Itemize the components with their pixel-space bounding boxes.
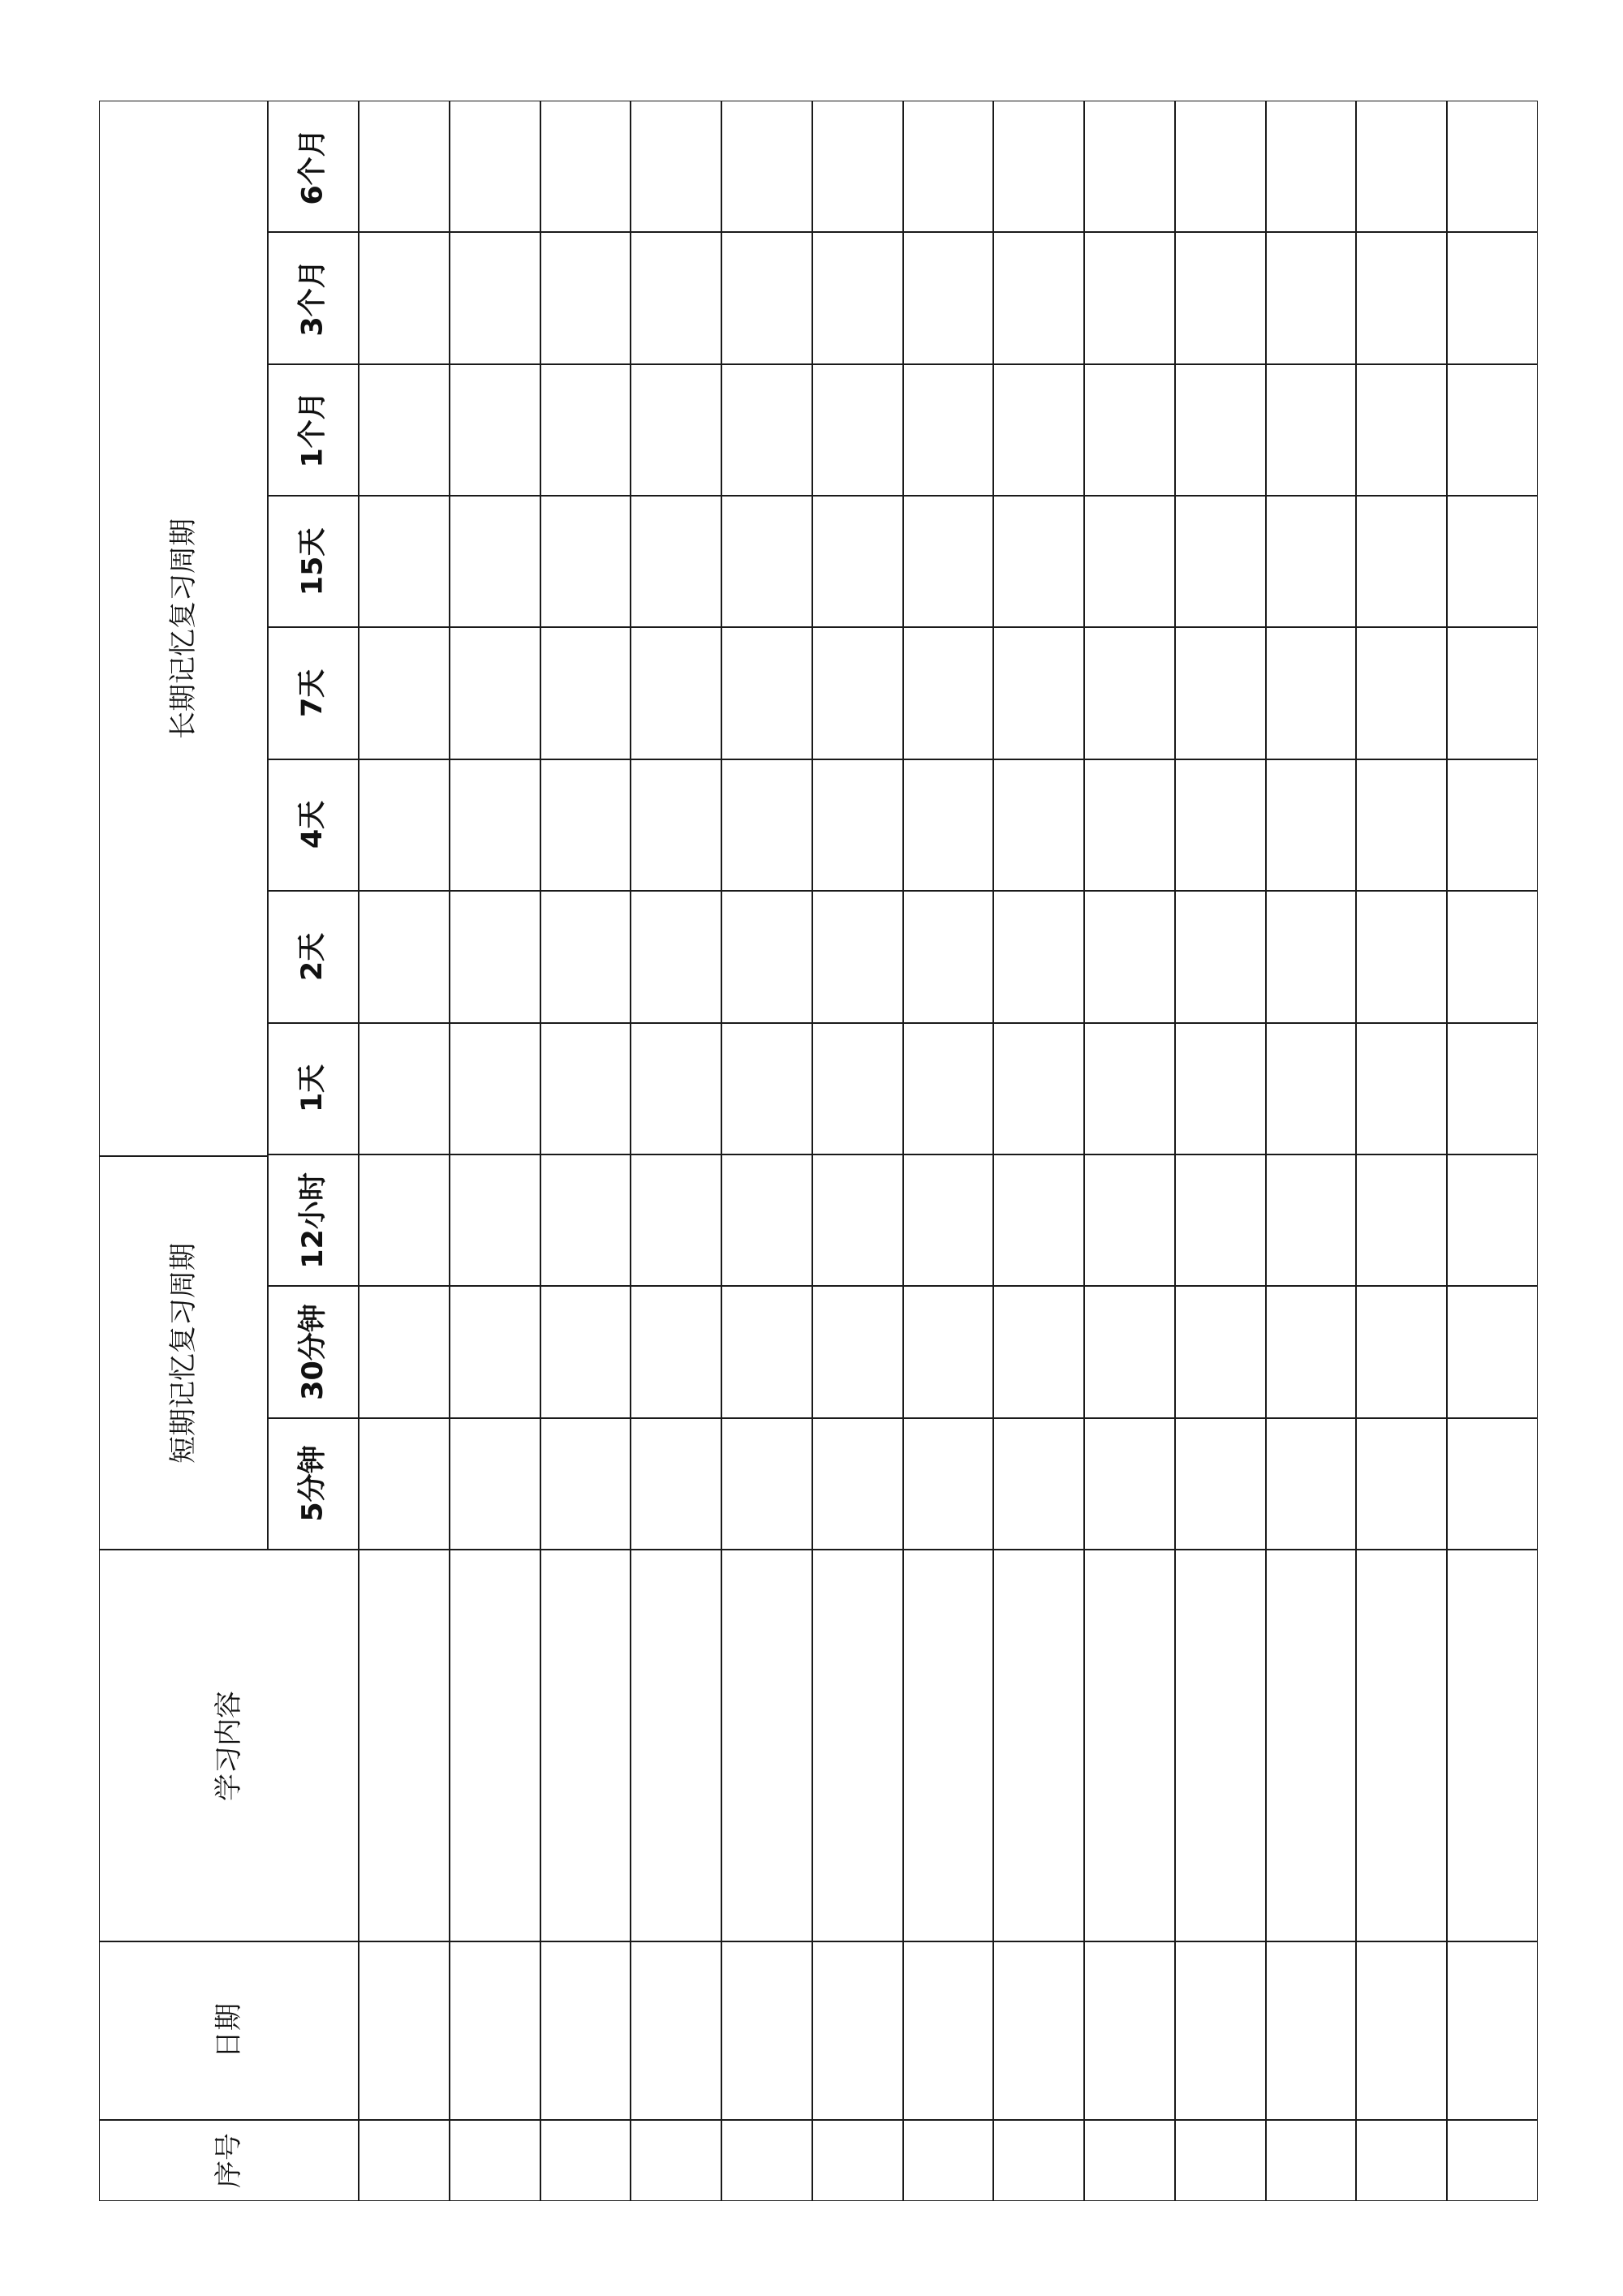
interval-header-label: 15天 <box>296 527 329 596</box>
blank-entry-cell[interactable] <box>812 1154 903 1286</box>
blank-entry-cell[interactable] <box>1175 759 1266 891</box>
blank-entry-cell[interactable] <box>631 2120 721 2201</box>
blank-entry-cell[interactable] <box>540 1418 631 1550</box>
blank-entry-cell[interactable] <box>359 232 450 363</box>
blank-entry-cell[interactable] <box>540 627 631 759</box>
blank-entry-cell[interactable] <box>631 1550 721 1941</box>
interval-header-cell <box>268 1418 359 1550</box>
blank-entry-cell[interactable] <box>721 232 812 363</box>
interval-header-cell <box>268 1286 359 1417</box>
blank-entry-cell[interactable] <box>1084 101 1175 232</box>
blank-entry-cell[interactable] <box>631 891 721 1022</box>
blank-entry-cell[interactable] <box>903 1023 994 1154</box>
blank-entry-cell[interactable] <box>1084 1418 1175 1550</box>
blank-entry-cell[interactable] <box>1447 1941 1538 2120</box>
blank-entry-cell[interactable] <box>631 1154 721 1286</box>
blank-entry-cell[interactable] <box>631 759 721 891</box>
blank-entry-cell[interactable] <box>631 1941 721 2120</box>
blank-entry-cell[interactable] <box>1175 891 1266 1022</box>
blank-entry-cell[interactable] <box>721 627 812 759</box>
interval-header-cell <box>268 232 359 363</box>
blank-entry-cell[interactable] <box>359 101 450 232</box>
blank-entry-cell[interactable] <box>631 1286 721 1417</box>
blank-entry-cell[interactable] <box>1084 759 1175 891</box>
interval-header-cell <box>268 1154 359 1286</box>
blank-entry-cell[interactable] <box>540 1550 631 1941</box>
blank-entry-cell[interactable] <box>359 2120 450 2201</box>
blank-entry-cell[interactable] <box>1266 759 1357 891</box>
interval-header-label: 7天 <box>296 669 329 718</box>
blank-entry-cell[interactable] <box>1175 364 1266 496</box>
blank-entry-cell[interactable] <box>1175 101 1266 232</box>
header-date <box>99 1941 359 2120</box>
blank-entry-cell[interactable] <box>1447 627 1538 759</box>
blank-entry-cell[interactable] <box>993 891 1084 1022</box>
blank-entry-cell[interactable] <box>1447 1154 1538 1286</box>
blank-entry-cell[interactable] <box>540 101 631 232</box>
blank-entry-cell[interactable] <box>812 1023 903 1154</box>
blank-entry-cell[interactable] <box>450 1023 540 1154</box>
blank-entry-cell[interactable] <box>1175 496 1266 627</box>
interval-header-label: 2天 <box>296 932 329 982</box>
blank-entry-cell[interactable] <box>1266 2120 1357 2201</box>
blank-entry-cell[interactable] <box>1447 496 1538 627</box>
header-index <box>99 2120 359 2201</box>
blank-entry-cell[interactable] <box>721 101 812 232</box>
blank-entry-cell[interactable] <box>631 1023 721 1154</box>
blank-entry-cell[interactable] <box>359 364 450 496</box>
blank-entry-cell[interactable] <box>631 232 721 363</box>
blank-entry-cell[interactable] <box>1266 627 1357 759</box>
blank-entry-cell[interactable] <box>450 627 540 759</box>
blank-entry-cell[interactable] <box>721 2120 812 2201</box>
blank-entry-cell[interactable] <box>993 759 1084 891</box>
blank-entry-cell[interactable] <box>903 364 994 496</box>
blank-entry-cell[interactable] <box>903 1550 994 1941</box>
blank-entry-cell[interactable] <box>721 1550 812 1941</box>
blank-entry-cell[interactable] <box>812 364 903 496</box>
blank-entry-cell[interactable] <box>1266 101 1357 232</box>
blank-entry-cell[interactable] <box>1447 891 1538 1022</box>
header-long-term-review-label: 长期记忆复习周期 <box>167 518 200 739</box>
blank-entry-cell[interactable] <box>1266 1023 1357 1154</box>
blank-entry-cell[interactable] <box>540 232 631 363</box>
blank-entry-cell[interactable] <box>1084 891 1175 1022</box>
blank-entry-cell[interactable] <box>359 496 450 627</box>
blank-entry-cell[interactable] <box>1356 759 1447 891</box>
blank-entry-cell[interactable] <box>450 1154 540 1286</box>
blank-entry-cell[interactable] <box>1356 1286 1447 1417</box>
blank-entry-cell[interactable] <box>993 2120 1084 2201</box>
blank-entry-cell[interactable] <box>1084 1941 1175 2120</box>
blank-entry-cell[interactable] <box>1356 1154 1447 1286</box>
blank-entry-cell[interactable] <box>540 759 631 891</box>
header-date-label: 日期 <box>213 2003 245 2058</box>
interval-header-label: 6个月 <box>296 127 329 205</box>
interval-header-label: 1个月 <box>296 391 329 469</box>
blank-entry-cell[interactable] <box>1266 232 1357 363</box>
interval-header-cell <box>268 364 359 496</box>
blank-entry-cell[interactable] <box>1084 1154 1175 1286</box>
blank-entry-cell[interactable] <box>359 627 450 759</box>
blank-entry-cell[interactable] <box>540 1286 631 1417</box>
blank-entry-cell[interactable] <box>450 101 540 232</box>
header-long-term-review <box>99 101 268 1156</box>
blank-entry-cell[interactable] <box>812 101 903 232</box>
blank-entry-cell[interactable] <box>1356 1550 1447 1941</box>
blank-entry-cell[interactable] <box>1356 364 1447 496</box>
blank-entry-cell[interactable] <box>540 891 631 1022</box>
blank-entry-cell[interactable] <box>993 627 1084 759</box>
blank-entry-cell[interactable] <box>1175 1154 1266 1286</box>
interval-header-cell <box>268 496 359 627</box>
interval-header-cell <box>268 627 359 759</box>
blank-entry-cell[interactable] <box>812 1418 903 1550</box>
blank-entry-cell[interactable] <box>1266 496 1357 627</box>
blank-entry-cell[interactable] <box>1447 1286 1538 1417</box>
interval-header-cell <box>268 1023 359 1154</box>
blank-entry-cell[interactable] <box>903 2120 994 2201</box>
interval-header-cell <box>268 759 359 891</box>
blank-entry-cell[interactable] <box>359 1154 450 1286</box>
blank-entry-cell[interactable] <box>1084 496 1175 627</box>
blank-entry-cell[interactable] <box>993 496 1084 627</box>
blank-entry-cell[interactable] <box>1447 101 1538 232</box>
blank-entry-cell[interactable] <box>903 496 994 627</box>
blank-entry-cell[interactable] <box>359 1550 450 1941</box>
blank-entry-cell[interactable] <box>359 891 450 1022</box>
blank-entry-cell[interactable] <box>903 101 994 232</box>
blank-entry-cell[interactable] <box>721 759 812 891</box>
blank-entry-cell[interactable] <box>993 364 1084 496</box>
blank-entry-cell[interactable] <box>903 1941 994 2120</box>
blank-entry-cell[interactable] <box>993 1023 1084 1154</box>
header-short-term-review <box>99 1156 268 1550</box>
blank-entry-cell[interactable] <box>359 1023 450 1154</box>
blank-entry-cell[interactable] <box>450 232 540 363</box>
blank-entry-cell[interactable] <box>359 759 450 891</box>
blank-entry-cell[interactable] <box>1356 1418 1447 1550</box>
blank-entry-cell[interactable] <box>993 1154 1084 1286</box>
blank-entry-cell[interactable] <box>1356 627 1447 759</box>
blank-entry-cell[interactable] <box>903 232 994 363</box>
blank-entry-cell[interactable] <box>540 1941 631 2120</box>
blank-entry-cell[interactable] <box>1356 1941 1447 2120</box>
blank-entry-cell[interactable] <box>1175 1023 1266 1154</box>
blank-entry-cell[interactable] <box>1447 1418 1538 1550</box>
blank-entry-cell[interactable] <box>1266 1154 1357 1286</box>
blank-entry-cell[interactable] <box>450 496 540 627</box>
blank-entry-cell[interactable] <box>1175 1550 1266 1941</box>
interval-header-cell <box>268 891 359 1022</box>
blank-entry-cell[interactable] <box>1356 891 1447 1022</box>
blank-entry-cell[interactable] <box>540 496 631 627</box>
blank-entry-cell[interactable] <box>721 1023 812 1154</box>
blank-entry-cell[interactable] <box>1175 1941 1266 2120</box>
blank-entry-cell[interactable] <box>721 1941 812 2120</box>
blank-entry-cell[interactable] <box>1266 1550 1357 1941</box>
blank-entry-cell[interactable] <box>993 1418 1084 1550</box>
blank-entry-cell[interactable] <box>903 627 994 759</box>
blank-entry-cell[interactable] <box>1084 2120 1175 2201</box>
blank-entry-cell[interactable] <box>812 2120 903 2201</box>
blank-entry-cell[interactable] <box>721 1286 812 1417</box>
blank-entry-cell[interactable] <box>631 364 721 496</box>
blank-entry-cell[interactable] <box>812 759 903 891</box>
blank-entry-cell[interactable] <box>1084 1286 1175 1417</box>
blank-entry-cell[interactable] <box>903 1154 994 1286</box>
interval-header-label: 30分钟 <box>296 1304 329 1400</box>
blank-entry-cell[interactable] <box>631 496 721 627</box>
blank-entry-cell[interactable] <box>631 101 721 232</box>
blank-entry-cell[interactable] <box>993 1286 1084 1417</box>
blank-entry-cell[interactable] <box>812 627 903 759</box>
blank-entry-cell[interactable] <box>450 891 540 1022</box>
blank-entry-cell[interactable] <box>1447 364 1538 496</box>
blank-entry-cell[interactable] <box>631 627 721 759</box>
blank-entry-cell[interactable] <box>721 364 812 496</box>
blank-entry-cell[interactable] <box>1447 759 1538 891</box>
blank-entry-cell[interactable] <box>721 1418 812 1550</box>
blank-entry-cell[interactable] <box>1084 1023 1175 1154</box>
blank-entry-cell[interactable] <box>812 1941 903 2120</box>
blank-entry-cell[interactable] <box>450 364 540 496</box>
blank-entry-cell[interactable] <box>1356 232 1447 363</box>
header-short-term-review-label: 短期记忆复习周期 <box>167 1242 200 1464</box>
blank-entry-cell[interactable] <box>1175 232 1266 363</box>
blank-entry-cell[interactable] <box>1447 232 1538 363</box>
interval-header-label: 1天 <box>296 1064 329 1113</box>
blank-entry-cell[interactable] <box>812 232 903 363</box>
blank-entry-cell[interactable] <box>812 891 903 1022</box>
header-study-content-label: 学习内容 <box>213 1690 245 1801</box>
blank-entry-cell[interactable] <box>359 1941 450 2120</box>
blank-entry-cell[interactable] <box>450 1550 540 1941</box>
blank-entry-cell[interactable] <box>812 1550 903 1941</box>
blank-entry-cell[interactable] <box>1175 2120 1266 2201</box>
blank-entry-cell[interactable] <box>1266 1418 1357 1550</box>
blank-entry-cell[interactable] <box>812 496 903 627</box>
blank-entry-cell[interactable] <box>993 1550 1084 1941</box>
blank-entry-cell[interactable] <box>1084 1550 1175 1941</box>
blank-entry-cell[interactable] <box>359 1286 450 1417</box>
blank-entry-cell[interactable] <box>993 101 1084 232</box>
blank-entry-cell[interactable] <box>721 496 812 627</box>
blank-entry-cell[interactable] <box>1356 101 1447 232</box>
blank-entry-cell[interactable] <box>631 1418 721 1550</box>
blank-entry-cell[interactable] <box>993 1941 1084 2120</box>
blank-entry-cell[interactable] <box>1356 496 1447 627</box>
blank-entry-cell[interactable] <box>812 1286 903 1417</box>
blank-entry-cell[interactable] <box>1447 1023 1538 1154</box>
blank-entry-cell[interactable] <box>1266 1286 1357 1417</box>
blank-entry-cell[interactable] <box>903 759 994 891</box>
blank-entry-cell[interactable] <box>1356 1023 1447 1154</box>
blank-entry-cell[interactable] <box>721 891 812 1022</box>
blank-entry-cell[interactable] <box>540 364 631 496</box>
blank-entry-cell[interactable] <box>450 2120 540 2201</box>
blank-entry-cell[interactable] <box>1084 627 1175 759</box>
blank-entry-cell[interactable] <box>540 1023 631 1154</box>
blank-entry-cell[interactable] <box>1356 2120 1447 2201</box>
interval-header-label: 5分钟 <box>296 1445 329 1522</box>
blank-entry-cell[interactable] <box>1447 2120 1538 2201</box>
blank-entry-cell[interactable] <box>540 2120 631 2201</box>
blank-entry-cell[interactable] <box>1266 891 1357 1022</box>
blank-entry-cell[interactable] <box>540 1154 631 1286</box>
interval-header-label: 3个月 <box>296 260 329 337</box>
blank-entry-cell[interactable] <box>1084 232 1175 363</box>
interval-header-label: 4天 <box>296 801 329 849</box>
blank-entry-cell[interactable] <box>1447 1550 1538 1941</box>
blank-entry-cell[interactable] <box>450 1941 540 2120</box>
blank-entry-cell[interactable] <box>1175 1286 1266 1417</box>
blank-entry-cell[interactable] <box>903 1418 994 1550</box>
blank-entry-cell[interactable] <box>903 1286 994 1417</box>
interval-header-label: 12小时 <box>296 1172 329 1269</box>
blank-entry-cell[interactable] <box>1175 1418 1266 1550</box>
blank-entry-cell[interactable] <box>1266 364 1357 496</box>
blank-entry-cell[interactable] <box>450 1286 540 1417</box>
blank-entry-cell[interactable] <box>721 1154 812 1286</box>
blank-entry-cell[interactable] <box>903 891 994 1022</box>
blank-entry-cell[interactable] <box>1175 627 1266 759</box>
blank-entry-cell[interactable] <box>1266 1941 1357 2120</box>
interval-header-cell <box>268 101 359 232</box>
blank-entry-cell[interactable] <box>993 232 1084 363</box>
header-index-label: 序号 <box>213 2133 245 2188</box>
blank-entry-cell[interactable] <box>359 1418 450 1550</box>
blank-entry-cell[interactable] <box>450 1418 540 1550</box>
blank-entry-cell[interactable] <box>450 759 540 891</box>
header-study-content <box>99 1550 359 1941</box>
blank-entry-cell[interactable] <box>1084 364 1175 496</box>
